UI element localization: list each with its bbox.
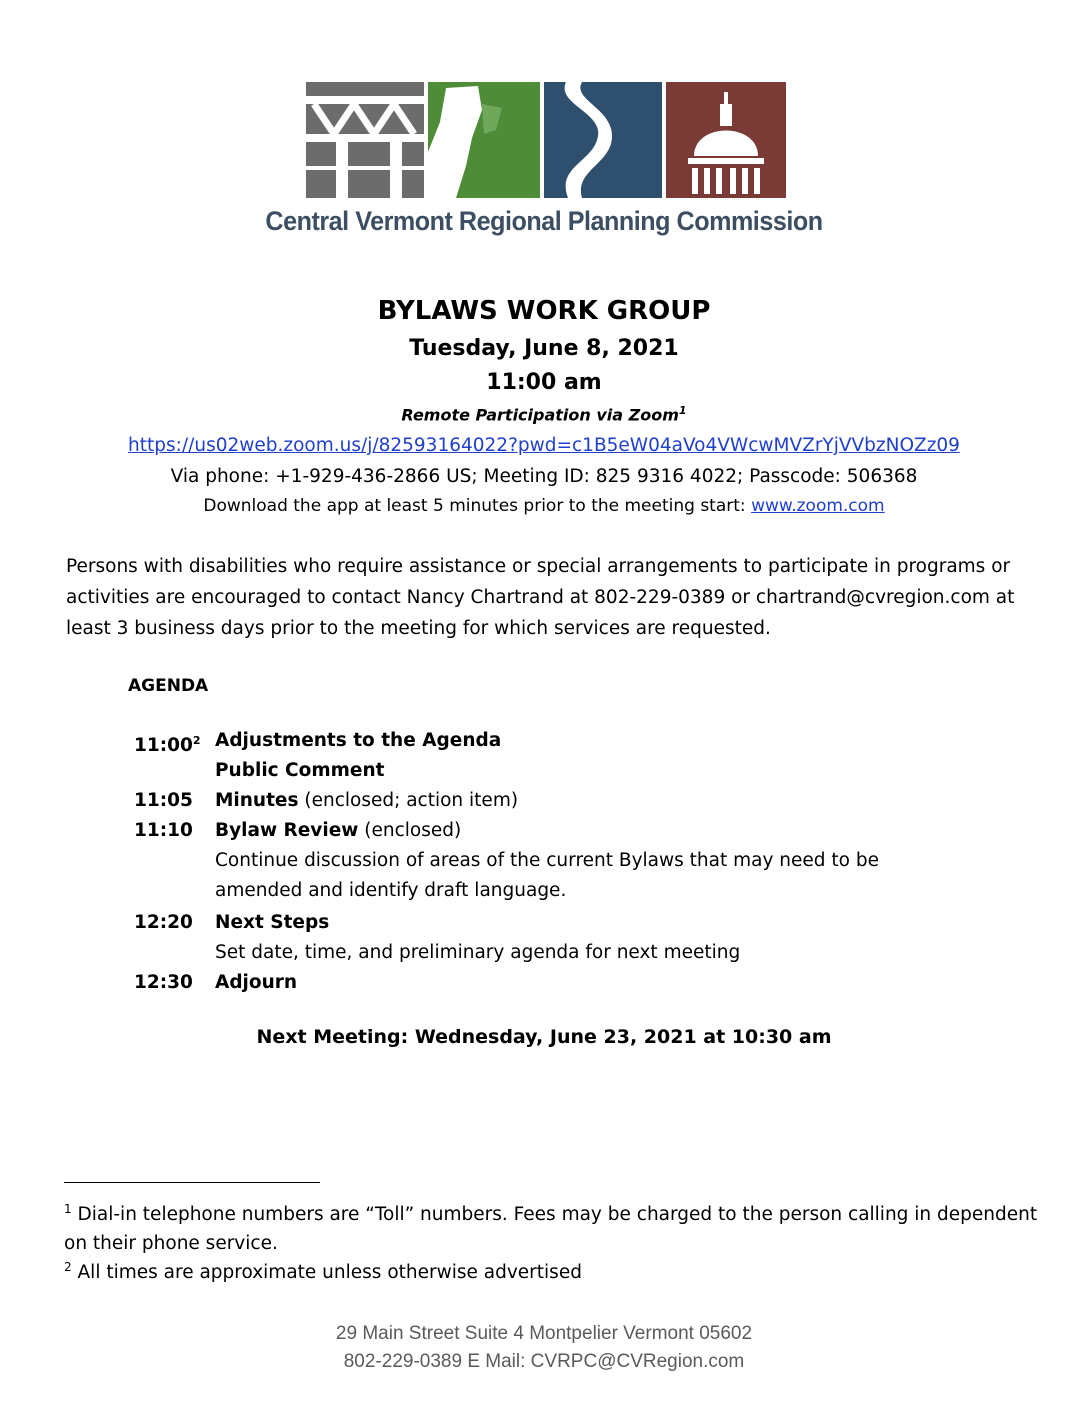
footnote-divider: [64, 1182, 320, 1183]
meeting-date: Tuesday, June 8, 2021: [409, 336, 679, 361]
zoom-url-line: [0, 435, 1088, 456]
agenda-time: 11:05: [134, 790, 193, 811]
agenda-entry: [215, 786, 915, 816]
vermont-map-icon: [428, 82, 540, 198]
agenda-description: Set date, time, and preliminary agenda for next meeting: [215, 942, 741, 963]
agenda-time: $11:00^2$: [134, 734, 201, 757]
next-meeting: Next Meeting: Wednesday, June 23, 2021 at 10:30 am: [256, 1026, 832, 1048]
capitol-dome-icon: [666, 82, 786, 198]
footnote-ref-1: 1: [678, 404, 687, 417]
remote-participation: [0, 404, 1088, 424]
agenda-title: Adjourn: [215, 972, 298, 993]
download-line: [0, 496, 1088, 516]
zoom-meeting-link[interactable]: https://us02web.zoom.us/j/82593164022?pwd=c1B5eW04aVo4VWcwMVZrYjVVbzNOZz09: [128, 435, 960, 456]
meeting-title: BYLAWS WORK GROUP: [377, 296, 711, 326]
footnote-mark: 2: [64, 1260, 72, 1274]
footer-contact: 802-229-0389 E Mail: CVRPC@CVRegion.com: [343, 1351, 745, 1372]
download-text: Download the app at least 5 minutes prior to the meeting start:: [203, 496, 752, 516]
agenda-time: 12:20: [134, 912, 193, 933]
agenda-title: Minutes: [215, 790, 299, 811]
footnote-ref-2: 2: [192, 734, 201, 747]
remote-label: Remote Participation via Zoom: [401, 405, 679, 425]
zoom-website-link[interactable]: www.zoom.com: [751, 496, 885, 516]
agenda-time: 12:30: [134, 972, 193, 993]
agenda-note: (enclosed): [358, 820, 462, 841]
footer-address: 29 Main Street Suite 4 Montpelier Vermont 05602: [335, 1323, 753, 1344]
agenda-description: Continue discussion of areas of the current Bylaws that may need to be amended and identify draft language.: [215, 850, 879, 901]
agenda-heading: AGENDA: [128, 676, 209, 696]
footnote-text: All times are approximate unless otherwise advertised: [71, 1262, 582, 1284]
footnote-mark: 1: [64, 1202, 72, 1216]
footnote-text: Dial-in telephone numbers are “Toll” numbers. Fees may be charged to the person calling in dependent on their phone service.: [64, 1204, 1038, 1255]
bridge-icon: [306, 82, 424, 198]
org-name: Central Vermont Regional Planning Commission: [265, 206, 823, 236]
accessibility-note: Persons with disabilities who require assistance or special arrangements to participate in programs or activities are encouraged to contact Nancy Chartrand at 802-229-0389 or chartrand@cvregion.com at least 3 business days prior to the meeting for which services are requested.: [66, 556, 1015, 639]
agenda-title: Public Comment: [215, 760, 385, 781]
agenda-title: Bylaw Review: [215, 820, 359, 841]
agenda-title: Next Steps: [215, 912, 330, 933]
river-icon: [544, 82, 662, 198]
footnote-1: [64, 1195, 1044, 1258]
meeting-time: 11:00 am: [486, 370, 602, 395]
phone-info: Via phone: +1-929-436-2866 US; Meeting ID: 825 9316 4022; Passcode: 506368: [170, 466, 918, 487]
agenda-title: Adjustments to the Agenda: [215, 730, 502, 751]
agenda-time: 11:10: [134, 820, 193, 841]
cvrpc-logo: [306, 82, 786, 198]
agenda-note: (enclosed; action item): [298, 790, 519, 811]
footnote-2: [64, 1253, 1044, 1287]
agenda-entry: [215, 816, 915, 846]
